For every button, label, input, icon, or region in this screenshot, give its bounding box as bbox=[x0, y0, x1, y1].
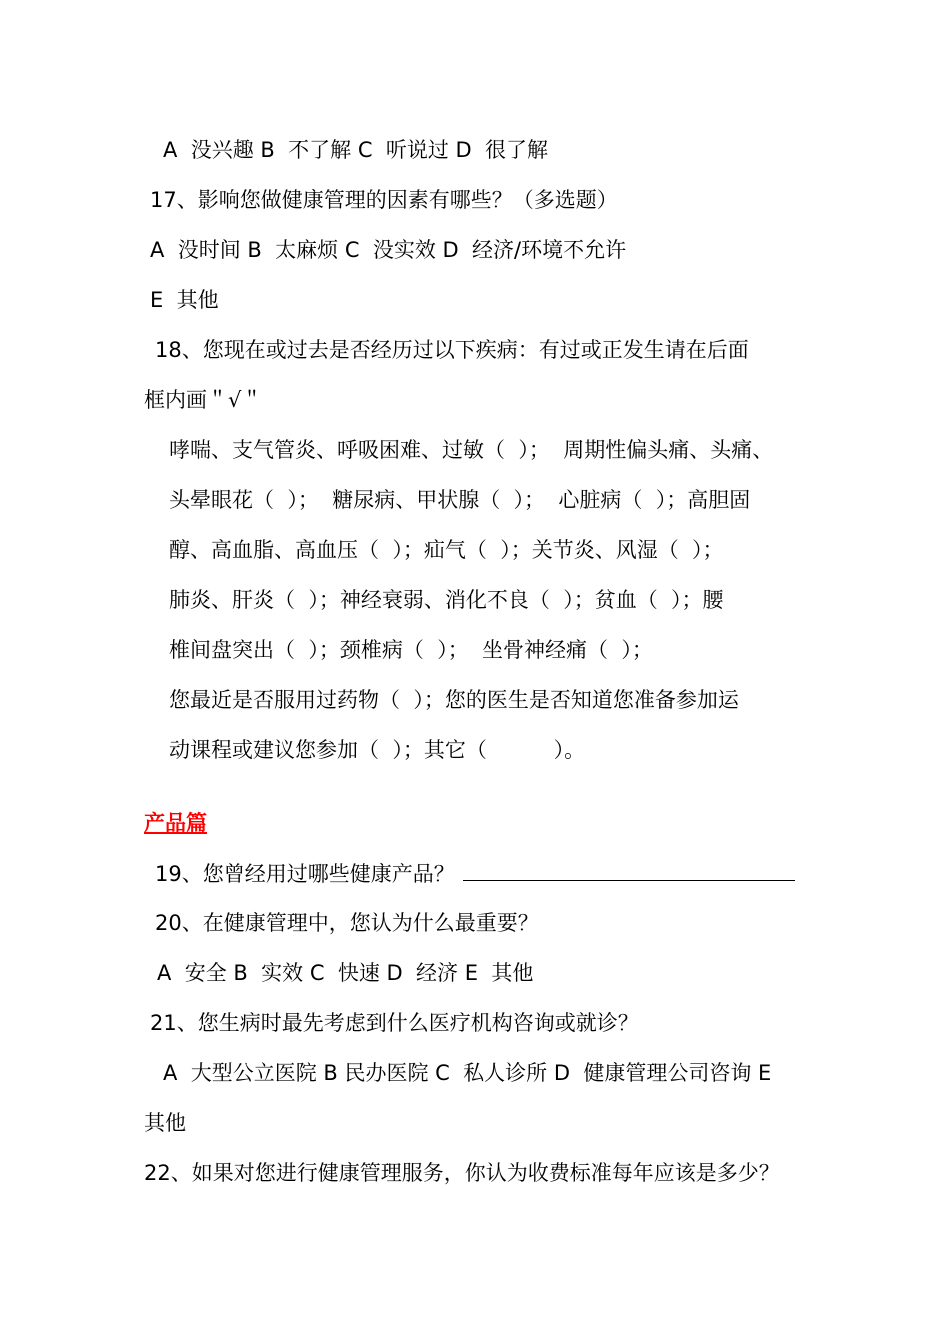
q22-question: 22、如果对您进行健康管理服务，你认为收费标准每年应该是多少？ bbox=[144, 1161, 780, 1185]
q18-question-line2: 框内画＂√＂ bbox=[144, 388, 263, 412]
section-title-products: 产品篇 bbox=[144, 811, 207, 835]
q21-options-line2: 其他 bbox=[144, 1111, 186, 1135]
q18-diseases-line2: 头晕眼花（ ）； 糖尿病、甲状腺（ ）； 心脏病（ ）；高胆固 bbox=[169, 488, 751, 512]
q18-diseases-line3: 醇、高血脂、高血压（ ）；疝气（ ）；关节炎、风湿（ ）； bbox=[169, 538, 724, 562]
q17-options-line1: A 没时间 B 太麻烦 C 没实效 D 经济/环境不允许 bbox=[150, 238, 627, 262]
q19-answer-blank[interactable] bbox=[463, 858, 795, 881]
q18-question-line1: 18、您现在或过去是否经历过以下疾病：有过或正发生请在后面 bbox=[155, 338, 749, 362]
q19-question: 19、您曾经用过哪些健康产品？ bbox=[155, 862, 455, 886]
q18-diseases-line5: 椎间盘突出（ ）；颈椎病（ ）； 坐骨神经痛（ ）； bbox=[169, 638, 653, 662]
q21-options-line1: A 大型公立医院 B 民办医院 C 私人诊所 D 健康管理公司咨询 E bbox=[163, 1061, 772, 1085]
q18-diseases-line7: 动课程或建议您参加（ ）；其它（ ）。 bbox=[169, 738, 586, 762]
q19-row bbox=[155, 858, 795, 889]
q18-diseases-line4: 肺炎、肝炎（ ）；神经衰弱、消化不良（ ）；贫血（ ）；腰 bbox=[169, 588, 724, 612]
q21-question: 21、您生病时最先考虑到什么医疗机构咨询或就诊？ bbox=[150, 1011, 639, 1035]
q16-options: A 没兴趣 B 不了解 C 听说过 D 很了解 bbox=[163, 138, 549, 162]
q18-diseases-line6: 您最近是否服用过药物（ ）；您的医生是否知道您准备参加运 bbox=[169, 688, 739, 712]
q20-options: A 安全 B 实效 C 快速 D 经济 E 其他 bbox=[157, 961, 534, 985]
q20-question: 20、在健康管理中，您认为什么最重要？ bbox=[155, 911, 539, 935]
q17-options-line2: E 其他 bbox=[150, 288, 219, 312]
q17-question: 17、影响您做健康管理的因素有哪些？（多选题） bbox=[150, 188, 618, 212]
q18-diseases-line1: 哮喘、支气管炎、呼吸困难、过敏（ ）； 周期性偏头痛、头痛、 bbox=[169, 438, 774, 462]
